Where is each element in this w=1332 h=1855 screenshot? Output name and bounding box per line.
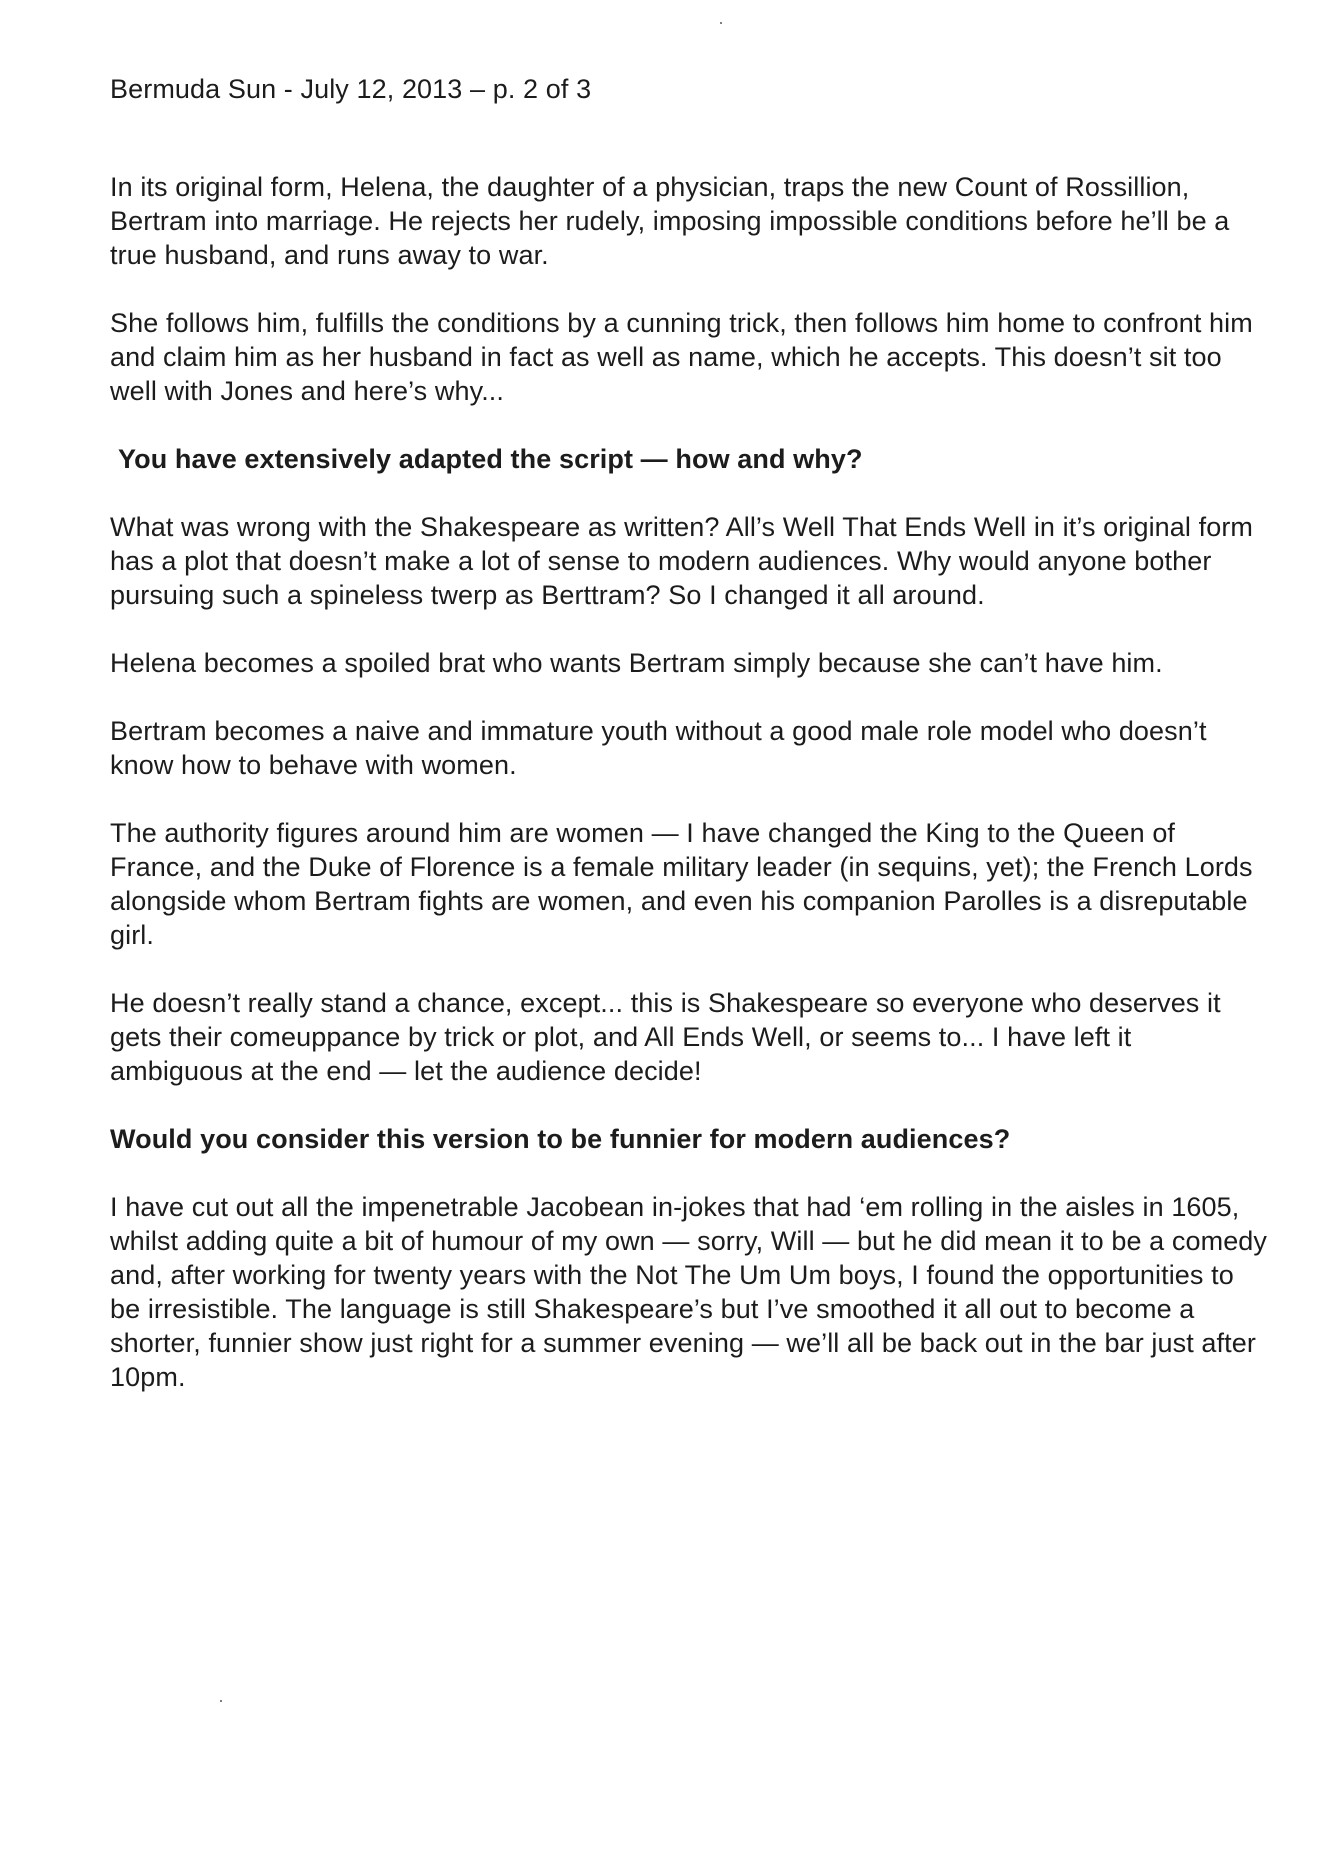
question-adapted-script: You have extensively adapted the script — how and why?	[118, 444, 863, 474]
scan-speck	[220, 1700, 222, 1702]
document-page	[110, 72, 1270, 1428]
paragraph-bertram: Bertram becomes a naive and immature youth without a good male role model who doesn’t know how to behave with women.	[110, 716, 1207, 780]
paragraph-stand-a-chance: He doesn’t really stand a chance, except... this is Shakespeare so everyone who deserves it gets their comeuppance by trick or plot, and All Ends Well, or seems to... I have left it ambiguous at the end — let the audience decide!	[110, 988, 1221, 1086]
paragraph-cut-out: I have cut out all the impenetrable Jacobean in-jokes that had ‘em rolling in the aisles in 1605, whilst adding quite a bit of humour of my own — sorry, Will — but he did mean it to be a comedy and, after working for twenty years with the Not The Um Um boys, I found the opportunities to be irresistible. The language is still Shakespeare’s but I’ve smoothed it all out to become a shorter, funnier show just right for a summer evening — we’ll all be back out in the bar just after 10pm.	[110, 1192, 1268, 1392]
page-header: Bermuda Sun - July 12, 2013 – p. 2 of 3	[110, 74, 592, 104]
paragraph-original-form: In its original form, Helena, the daughter of a physician, traps the new Count of Rossillion, Bertram into marriage. He rejects her rudely, imposing impossible conditions before he’ll be a true husband, and runs away to war.	[110, 172, 1230, 270]
paragraph-helena: Helena becomes a spoiled brat who wants Bertram simply because she can’t have him.	[110, 648, 1163, 678]
paragraph-follows-him: She follows him, fulfills the conditions by a cunning trick, then follows him home to confront him and claim him as her husband in fact as well as name, which he accepts. This doesn’t sit too well with Jones and here’s why...	[110, 308, 1253, 406]
question-funnier: Would you consider this version to be funnier for modern audiences?	[110, 1124, 1011, 1154]
scan-speck	[720, 22, 722, 24]
paragraph-authority-figures: The authority figures around him are women — I have changed the King to the Queen of France, and the Duke of Florence is a female military leader (in sequins, yet); the French Lords alongside whom Bertram fights are women, and even his companion Parolles is a disreputable girl.	[110, 818, 1253, 950]
paragraph-what-was-wrong: What was wrong with the Shakespeare as written? All’s Well That Ends Well in it’s original form has a plot that doesn’t make a lot of sense to modern audiences. Why would anyone bother pursuing such a spineless twerp as Berttram? So I changed it all around.	[110, 512, 1254, 610]
